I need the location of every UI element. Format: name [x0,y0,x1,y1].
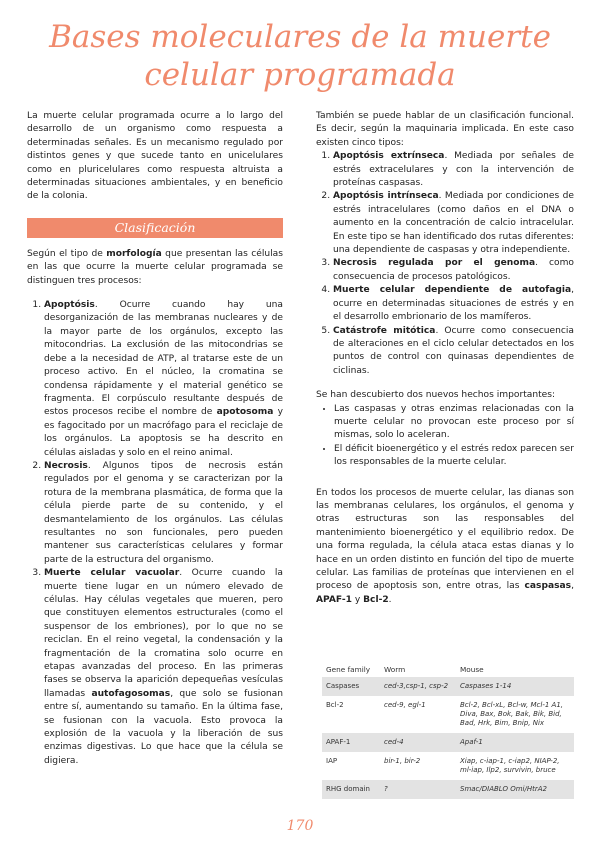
list-item-apoptosis: 1. Apoptósis. Ocurre cuando hay una desorganización de las membranas nucleares y de la mayor parte de los orgánulos, excepto las mitocondrias. La exclusión de las mitocondrias se debe a la necesidad de ATP, al tratarse este de un proceso activo. En el núcleo, la cromatina se condensa rápidamente y el material genético se fragmenta. El corpúsculo resultante después de estos procesos recibe el nombre de apotosoma y es fagocitado por un macrófago para el reciclaje de los orgánulos. La apoptosis se ha descrito en células aisladas y solo en el reino animal. [44,299,283,460]
hechos-intro: Se han descubierto dos nuevos hechos importantes: [316,390,556,401]
list-item-vacuolar: 3. Muerte celular vacuolar. Ocurre cuando la muerte tiene lugar en un número elevado de células. Hay células vegetales que mueren, pero que constituyen elementos estructurales (como el suspensor de los embriones), por lo que no se reciclan. En el reino vegetal, la condensación y la fragmentación de la cromatina solo ocurre en etapas avanzadas del proceso. En las primeras fases se observa la aparición depequeñas vesículas llamadas autofagosomas, que solo se fusionan entre sí, aumentando su tamaño. En la última fase, se fusionan con la vacuola. Esto provoca la explosión de la vacuola y la liberación de sus enzimas digestivas. Lo que hace que la célula se digiera. [44,567,283,768]
section-header-clasificacion: Clasificación [27,218,283,238]
table-row [322,780,574,799]
table-cell: Apaf-1 [456,733,574,752]
list-item-catastrofe: 5. Catástrofe mitótica. Ocurre como consecuencia de alteraciones en el ciclo celular detectados en los puntos de control con quinasas dependientes de ciclinas. [333,325,574,379]
list-item-extrinseca: 1. Apoptósis extrínseca. Mediada por señales de estrés extracelulares y con la intervención de proteínas caspasas. [333,150,574,190]
table-cell: ced-3,csp-1, csp-2 [380,677,456,696]
list-item-intrinseca: 2. Apoptósis intrínseca. Mediada por condiciones de estrés intracelulares (como daños en el DNA o aumento en la concentración de calcio intracelular. En este tipo se han identificado dos rutas diferentes: una dependiente de caspasas y otra independiente. [333,190,574,257]
morphology-paragraph: Según el tipo de morfología que presentan las células en las que ocurre la muerte celular programada se distinguen tres procesos: [27,248,283,286]
table-cell: Caspases [322,677,380,696]
page-number: 170 [286,818,314,834]
table-row [322,696,574,733]
table-cell: Xiap, c-iap-1, c-iap2, NIAP-2, ml-iap, Ilp2, survivin, bruce [460,757,560,774]
table-cell: ced-9, egl-1 [384,701,426,709]
table-header: Mouse [460,665,484,674]
table-cell: bir-1, bir-2 [384,757,421,765]
table-cell: RHG domain [322,780,380,799]
hechos-list [316,403,574,470]
table-cell: IAP [326,757,338,765]
table-cell: APAF-1 [322,733,380,752]
list-item-necrosis: 2. Necrosis. Algunos tipos de necrosis están regulados por el genoma y se caracterizan por la rotura de la membrana plasmática, de forma que la célula pierde parte de su contenido, y el desmantelamiento de los orgánulos. Las células resultantes no son funcionales, pero pueden mantener sus características celulares y formar parte de la estructura del organismo. [44,460,283,567]
intro-paragraph: La muerte celular programada ocurre a lo largo del desarrollo de un organismo como respuesta a determinadas señales. Es un mecanismo regulado por distintos genes y que sucede tanto en unicelulares como en pluricelulares como respuesta altruista a determinadas situaciones ambientales, y en beneficio de la colonia. [27,111,283,202]
table-row [322,677,574,696]
gene-family-table [322,662,574,799]
morphology-list [27,299,283,768]
table-header: Worm [384,665,406,674]
table-header: Gene family [326,665,371,674]
functional-intro: También se puede hablar de un clasificación funcional. Es decir, según la maquinaria implicada. En este caso existen cinco tipos: [316,111,574,148]
page-title: Bases moleculares de la muerte celular programada [49,19,551,93]
table-cell: ? [380,780,456,799]
table-cell: Bcl-2 [326,701,344,709]
final-paragraph: En todos los procesos de muerte celular, las dianas son las membranas celulares, los orgánulos, el genoma y otras estructuras son las responsables del mantenimiento bioenergético y el equilibrio redox. De una forma regulada, la célula ataca estas dianas y lo hace en un orden distinto en función del tipo de muerte celular. Las familias de proteínas que intervienen en el proceso de apoptosis son, entre otras, las caspasas, APAF-1 y Bcl-2. [316,487,574,605]
table-cell: Bcl-2, Bcl-xL, Bcl-w, Mcl-1 A1, Diva, Bax, Bok, Bak, Bik, Bid, Bad, Hrk, Bim, Bnip, Nix [460,701,563,727]
table-row [322,733,574,752]
bullet-item: • Las caspasas y otras enzimas relacionadas con la muerte celular no provocan este proceso por sí mismas, solo lo aceleran. [334,403,574,443]
functional-list [316,150,574,378]
list-item-necrosis-regulada: 3. Necrosis regulada por el genoma. como consecuencia de procesos patológicos. [333,257,574,284]
bullet-item: • El déficit bioenergético y el estrés redox parecen ser los responsables de la muerte celular. [334,443,574,470]
list-item-autofagia: 4. Muerte celular dependiente de autofagia, ocurre en determinadas situaciones de estrés y en el desarrollo embrionario de los mamíferos. [333,284,574,324]
table-cell: ced-4 [380,733,456,752]
table-row [322,752,574,780]
right-column [316,110,574,607]
table-cell: Smac/DIABLO Omi/HtrA2 [456,780,574,799]
table-cell: Caspases 1-14 [456,677,574,696]
left-column [27,110,283,768]
